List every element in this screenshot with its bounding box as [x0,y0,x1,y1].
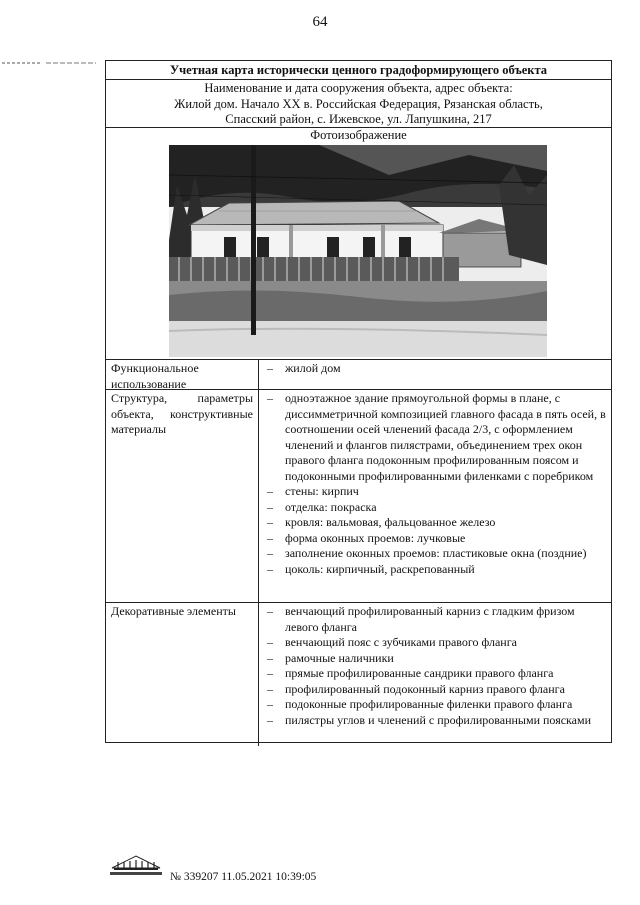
dash: – [267,681,273,696]
object-name-section [106,80,611,128]
registration-stamp: № 339207 11.05.2021 10:39:05 [170,871,317,883]
list-item: – заполнение оконных проемов: пластиковые окна (поздние) [267,546,587,560]
page-number: 64 [312,14,328,30]
dash: – [267,650,273,665]
dash: – [267,604,273,618]
registration-card [105,60,612,743]
row-label-decor: Декоративные элементы [106,603,259,746]
margin-marks [2,60,98,66]
dash: – [267,530,273,545]
list-item: – прямые профилированные сандрики правого фланга [267,666,554,680]
card-title: Учетная карта исторически ценного градоформирующего объекта [106,61,611,80]
dash: – [267,666,273,680]
photo-label: Фотоизображение [310,128,407,142]
list-item: – отделка: покраска [267,499,377,514]
table-row [106,360,611,390]
list-item: – венчающий пояс с зубчиками правого фланга [267,635,517,649]
list-item: – венчающий профилированный карниз с гладким фризом левого фланга [267,604,575,634]
dash: – [267,484,273,498]
dash: – [267,515,273,529]
dash: – [267,635,273,649]
dash: – [267,697,273,711]
list-item: – пилястры углов и членений с профилированными поясками [267,712,592,727]
object-name-label: Наименование и дата сооружения объекта, адрес объекта: [204,81,513,95]
list-item: – цоколь: кирпичный, раскрепованный [267,561,475,576]
dash: – [267,391,273,405]
photo-section [106,128,611,360]
dash: – [267,499,273,514]
list-item: – рамочные наличники [267,650,394,665]
list-item: – форма оконных проемов: лучковые [267,530,466,545]
building-photo [169,145,547,357]
list-item: – профилированный подоконный карниз правого фланга [267,681,565,696]
table-row [106,390,611,603]
list-item: – стены: кирпич [267,484,359,498]
list-item: – жилой дом [267,361,341,375]
list-item: – подоконные профилированные филенки правого фланга [267,697,573,711]
table-row [106,603,611,746]
row-label-structure: Структура, параметры объекта, конструктивные материалы [106,390,259,602]
dash: – [267,561,273,576]
object-name-line-2: Спасский район, с. Ижевское, ул. Лапушкина, 217 [225,112,492,126]
object-name-line-1: Жилой дом. Начало XX в. Российская Федерация, Рязанская область, [174,96,543,111]
dash: – [267,361,273,375]
list-item: – одноэтажное здание прямоугольной формы в плане, с диссимметричной композицией главного фасада в пять осей, в соотношении осей членений фасада 2/3, с оформлением членений и флангов пилястрами, объединением трех окон правого фланга подоконным профилированным поясом и подоконными профилированными филенками с поребриком [267,391,606,483]
dash: – [267,712,273,727]
list-item: – кровля: вальмовая, фальцованное железо [267,515,496,529]
government-building-logo [108,852,164,876]
row-label-function: Функциональное использование [106,360,259,389]
dash: – [267,546,273,560]
